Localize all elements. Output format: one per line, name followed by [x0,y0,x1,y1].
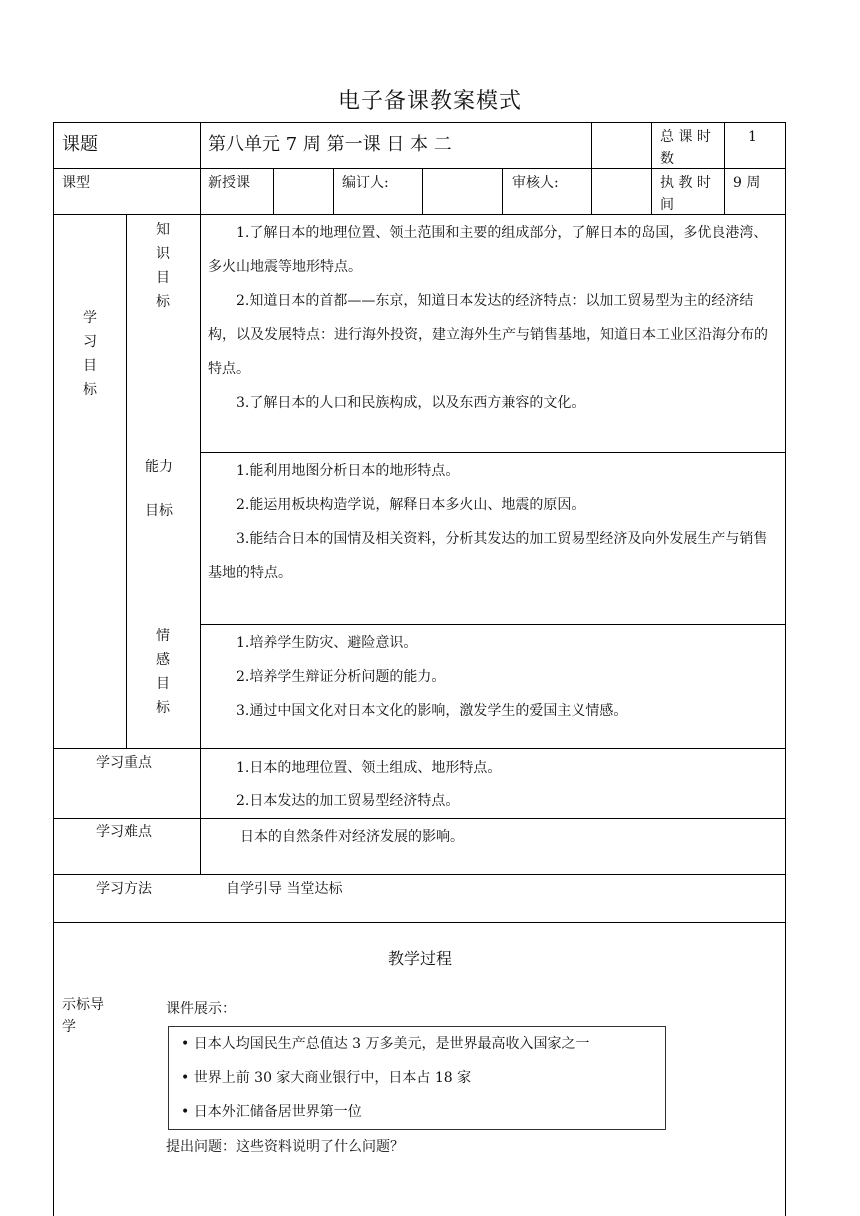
ability-item-1: 1.能利用地图分析日本的地形特点。 [236,463,460,479]
process-side-label-2: 学 [62,1019,76,1035]
emotion-item-1: 1.培养学生防灾、避险意识。 [236,635,418,651]
courseware-bullet-3: • 日本外汇储备居世界第一位 [181,1104,362,1120]
subject-label: 课题 [62,134,98,155]
emotion-label: 情感目标 [156,628,170,716]
courseware-label: 课件展示： [166,1001,236,1017]
key-point-1: 1.日本的地理位置、领土组成、地形特点。 [236,760,502,776]
courseware-box [168,1026,666,1130]
ability-label-1: 能力 [145,459,173,475]
difficulties-label: 学习难点 [96,824,152,840]
key-point-2: 2.日本发达的加工贸易型经济特点。 [236,793,460,809]
objectives-section-label: 学习目标 [83,310,97,398]
emotion-item-2: 2.培养学生辩证分析问题的能力。 [236,669,446,685]
emotion-item-3: 3.通过中国文化对日本文化的影响，激发学生的爱国主义情感。 [236,703,628,719]
process-side-label-1: 示标导 [62,997,104,1013]
ability-label-2: 目标 [145,503,173,519]
page-title: 电子备课教案模式 [337,89,522,114]
total-hours-value: 1 [748,129,757,145]
courseware-bullet-2: • 世界上前 30 家大商业银行中，日本占 18 家 [181,1070,472,1086]
exec-time-label: 执 教 时 间 [660,175,711,213]
exec-time-value: 9 周 [733,175,761,191]
reviewer-label: 审核人: [512,175,559,191]
process-heading: 教学过程 [387,949,452,968]
type-value: 新授课 [208,175,250,191]
courseware-bullet-1: • 日本人均国民生产总值达 3 万多美元，是世界最高收入国家之一 [181,1036,590,1052]
knowledge-item-3: 3.了解日本的人口和民族构成，以及东西方兼容的文化。 [236,395,586,411]
knowledge-item-2: 2.知道日本的首都——东京，知道日本发达的经济特点：以加工贸易型为主的经济结构，以及发展特点：进行海外投资，建立海外生产与销售基地，知道日本工业区沿海分布的特点。 [208,293,768,377]
key-points-label: 学习重点 [96,755,152,771]
subject-value: 第八单元 7 周 第一课 日 本 二 [208,134,452,155]
knowledge-item-1: 1.了解日本的地理位置、领土范围和主要的组成部分，了解日本的岛国，多优良港湾、多火山地震等地形特点。 [208,225,768,275]
knowledge-label: 知识目标 [156,222,170,310]
editor-label: 编订人: [342,175,389,191]
total-hours-label: 总 课 时 数 [660,129,711,167]
difficulties-text: 日本的自然条件对经济发展的影响。 [240,829,464,845]
methods-text: 自学引导 当堂达标 [226,881,343,897]
methods-label: 学习方法 [96,881,152,897]
process-question: 提出问题：这些资料说明了什么问题？ [166,1139,404,1155]
type-label: 课型 [62,175,90,191]
ability-item-2: 2.能运用板块构造学说，解释日本多火山、地震的原因。 [236,497,586,513]
ability-item-3: 3.能结合日本的国情及相关资料，分析其发达的加工贸易型经济及向外发展生产与销售基地的特点。 [208,531,768,581]
